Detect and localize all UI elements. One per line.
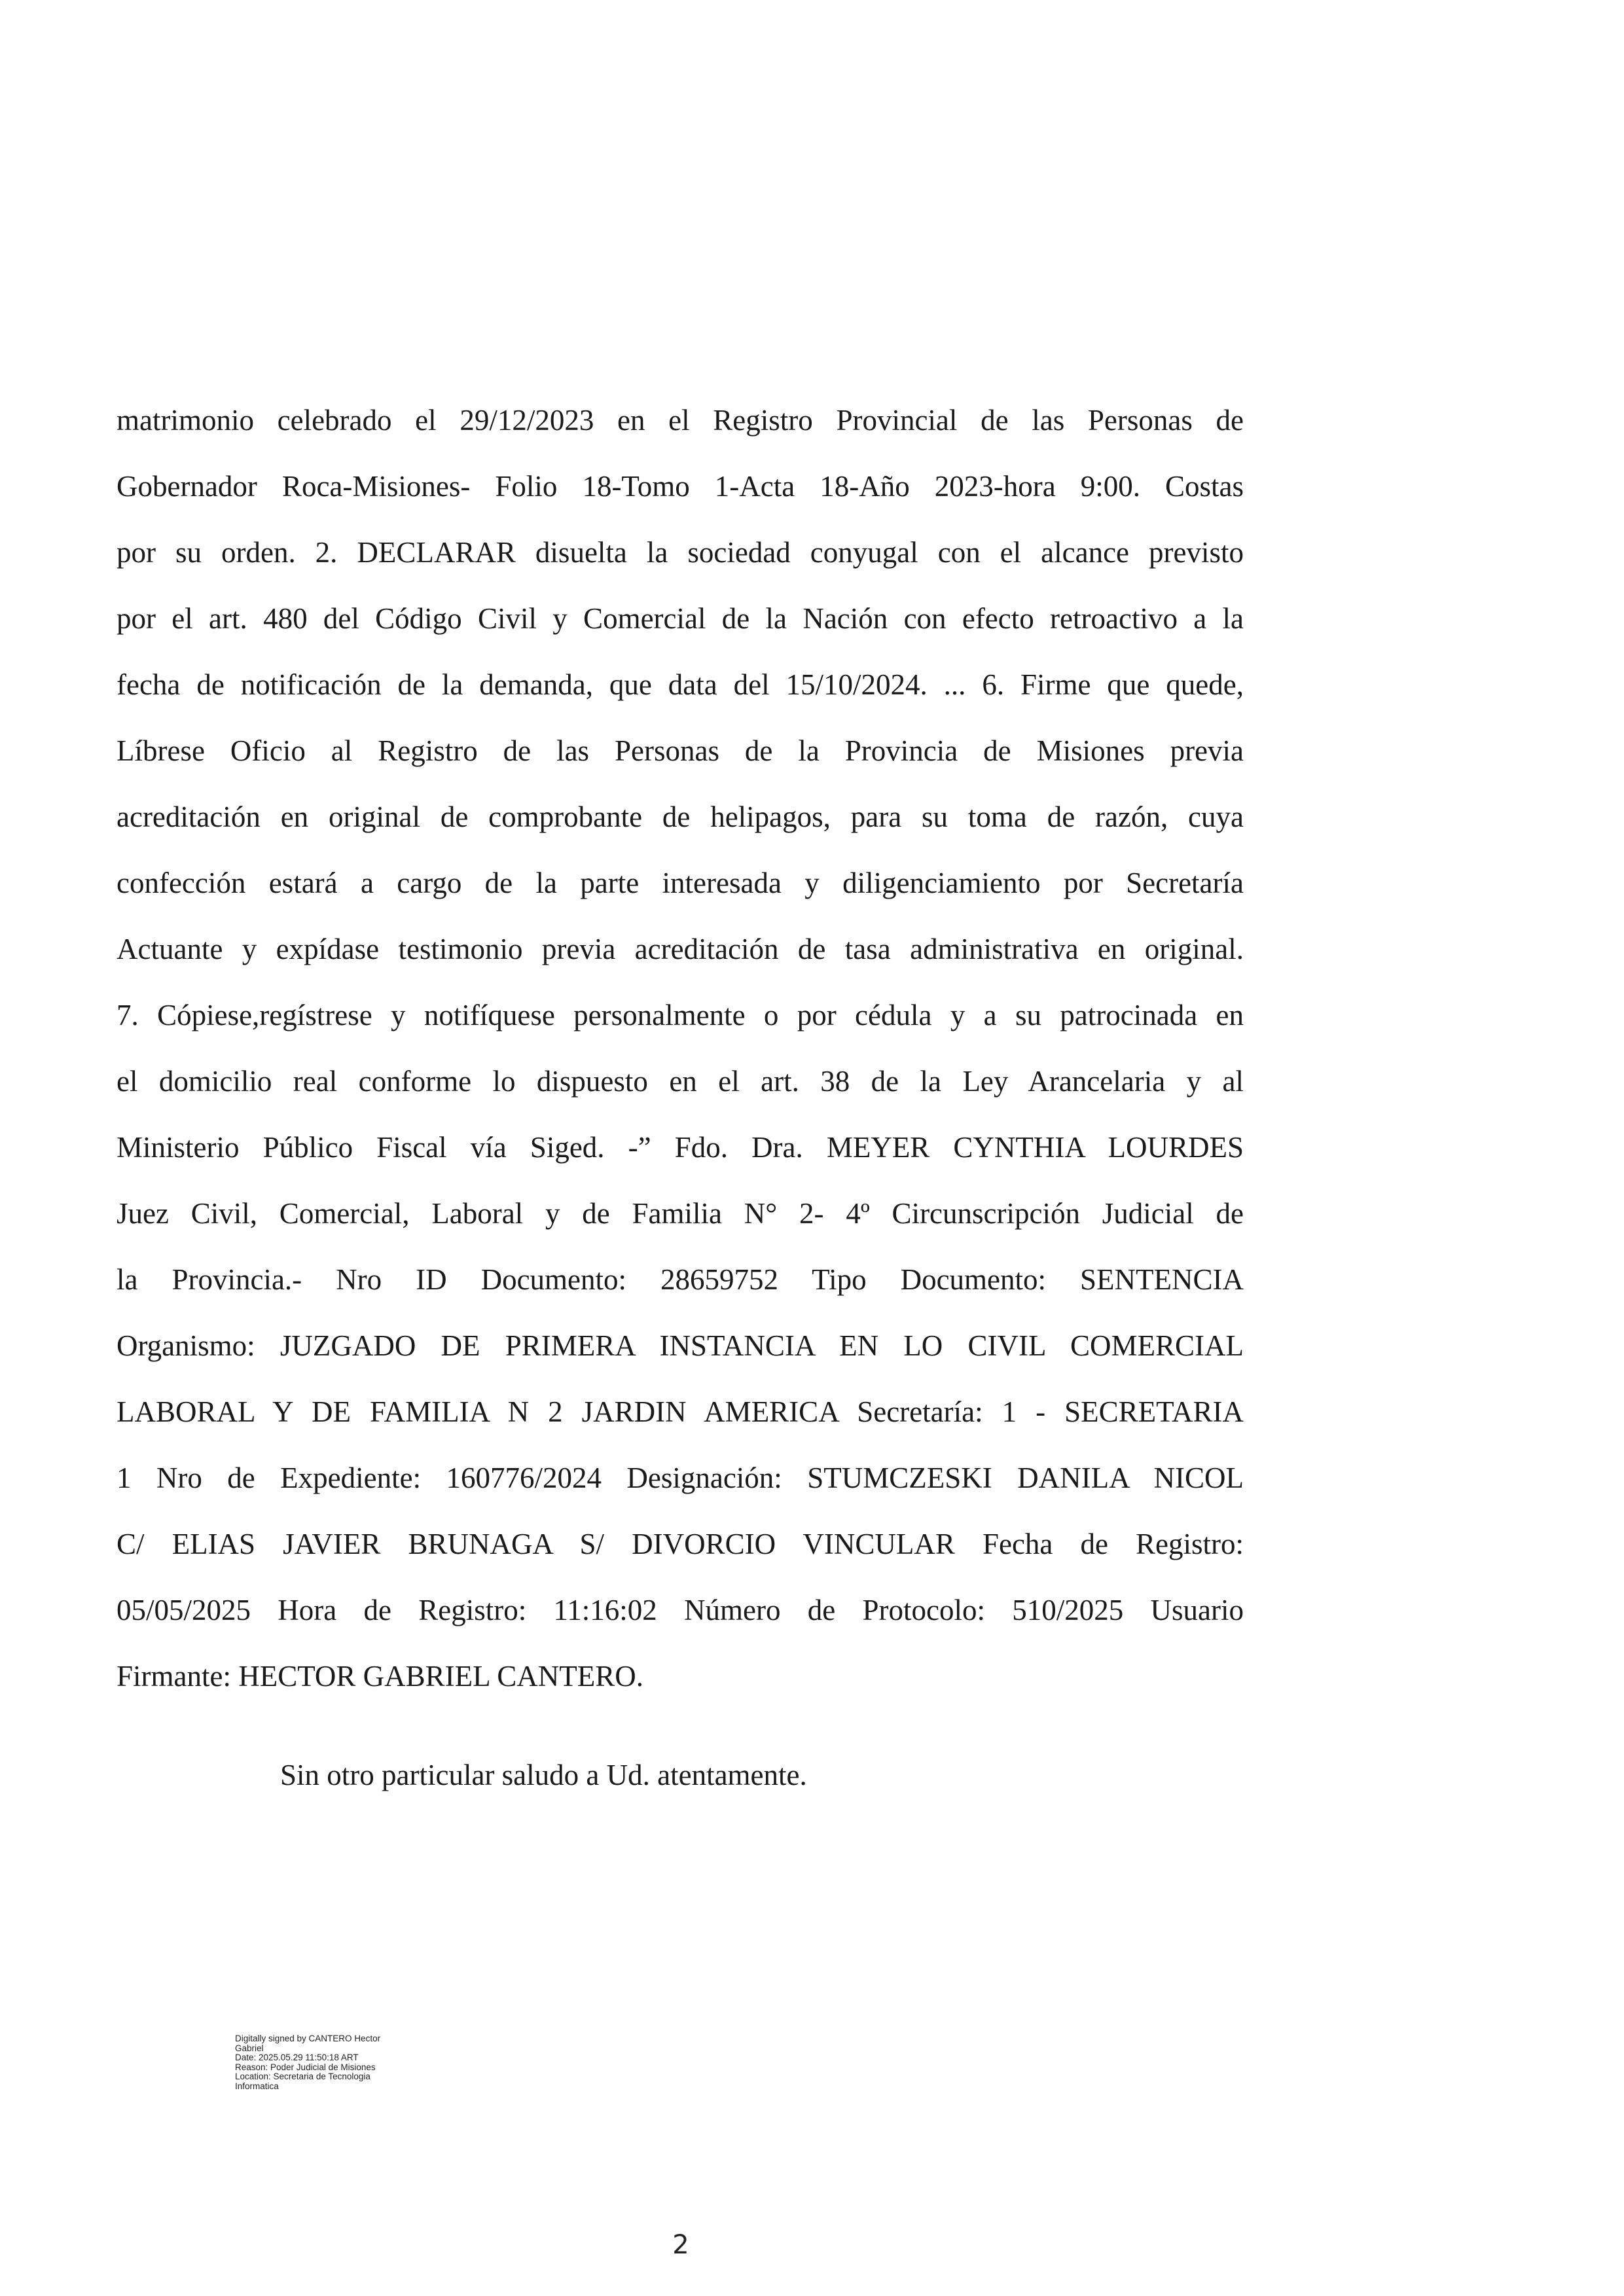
body-line: C/ ELIAS JAVIER BRUNAGA S/ DIVORCIO VINCULAR Fecha de Registro: — [117, 1528, 1244, 1560]
body-line: confección estará a cargo de la parte interesada y diligenciamiento por Secretaría — [117, 867, 1244, 899]
body-line: Firmante: HECTOR GABRIEL CANTERO. — [117, 1660, 643, 1693]
body-line: fecha de notificación de la demanda, que data del 15/10/2024. ... 6. Firme que quede, — [117, 668, 1244, 701]
body-line: Juez Civil, Comercial, Laboral y de Familia N° 2- 4º Circunscripción Judicial de — [117, 1197, 1244, 1230]
body-line: el domicilio real conforme lo dispuesto en el art. 38 de la Ley Arancelaria y al — [117, 1065, 1244, 1098]
signature-line: Reason: Poder Judicial de Misiones — [235, 2062, 376, 2072]
body-line: LABORAL Y DE FAMILIA N 2 JARDIN AMERICA Secretaría: 1 - SECRETARIA — [117, 1395, 1244, 1428]
closing-salutation: Sin otro particular saludo a Ud. atentamente. — [280, 1759, 807, 1791]
body-line: Actuante y expídase testimonio previa acreditación de tasa administrativa en original. — [117, 933, 1244, 965]
body-line: 1 Nro de Expediente: 160776/2024 Designación: STUMCZESKI DANILA NICOL — [117, 1462, 1244, 1494]
document-body — [117, 387, 1244, 1710]
body-line: acreditación en original de comprobante de helipagos, para su toma de razón, cuya — [117, 800, 1244, 833]
body-line: por su orden. 2. DECLARAR disuelta la sociedad conyugal con el alcance previsto — [117, 536, 1244, 569]
body-line: 05/05/2025 Hora de Registro: 11:16:02 Número de Protocolo: 510/2025 Usuario — [117, 1594, 1244, 1626]
signature-line: Date: 2025.05.29 11:50:18 ART — [235, 2053, 359, 2062]
body-line: Organismo: JUZGADO DE PRIMERA INSTANCIA EN LO CIVIL COMERCIAL — [117, 1329, 1244, 1362]
signature-line: Informatica — [235, 2081, 279, 2091]
signature-line: Gabriel — [235, 2043, 264, 2053]
page-number: 2 — [672, 2230, 689, 2260]
body-line: por el art. 480 del Código Civil y Comercial de la Nación con efecto retroactivo a la — [117, 602, 1244, 635]
body-line: la Provincia.- Nro ID Documento: 28659752 Tipo Documento: SENTENCIA — [117, 1263, 1244, 1296]
digital-signature-block — [235, 2034, 444, 2091]
signature-line: Digitally signed by CANTERO Hector — [235, 2034, 381, 2043]
signature-line: Location: Secretaria de Tecnologia — [235, 2072, 370, 2081]
body-line: Gobernador Roca-Misiones- Folio 18-Tomo 1-Acta 18-Año 2023-hora 9:00. Costas — [117, 470, 1244, 503]
body-line: matrimonio celebrado el 29/12/2023 en el Registro Provincial de las Personas de — [117, 404, 1244, 437]
body-line: Ministerio Público Fiscal vía Siged. -” Fdo. Dra. MEYER CYNTHIA LOURDES — [117, 1131, 1244, 1164]
body-line: Líbrese Oficio al Registro de las Personas de la Provincia de Misiones previa — [117, 734, 1244, 767]
body-line: 7. Cópiese,regístrese y notifíquese personalmente o por cédula y a su patrocinada en — [117, 999, 1244, 1031]
